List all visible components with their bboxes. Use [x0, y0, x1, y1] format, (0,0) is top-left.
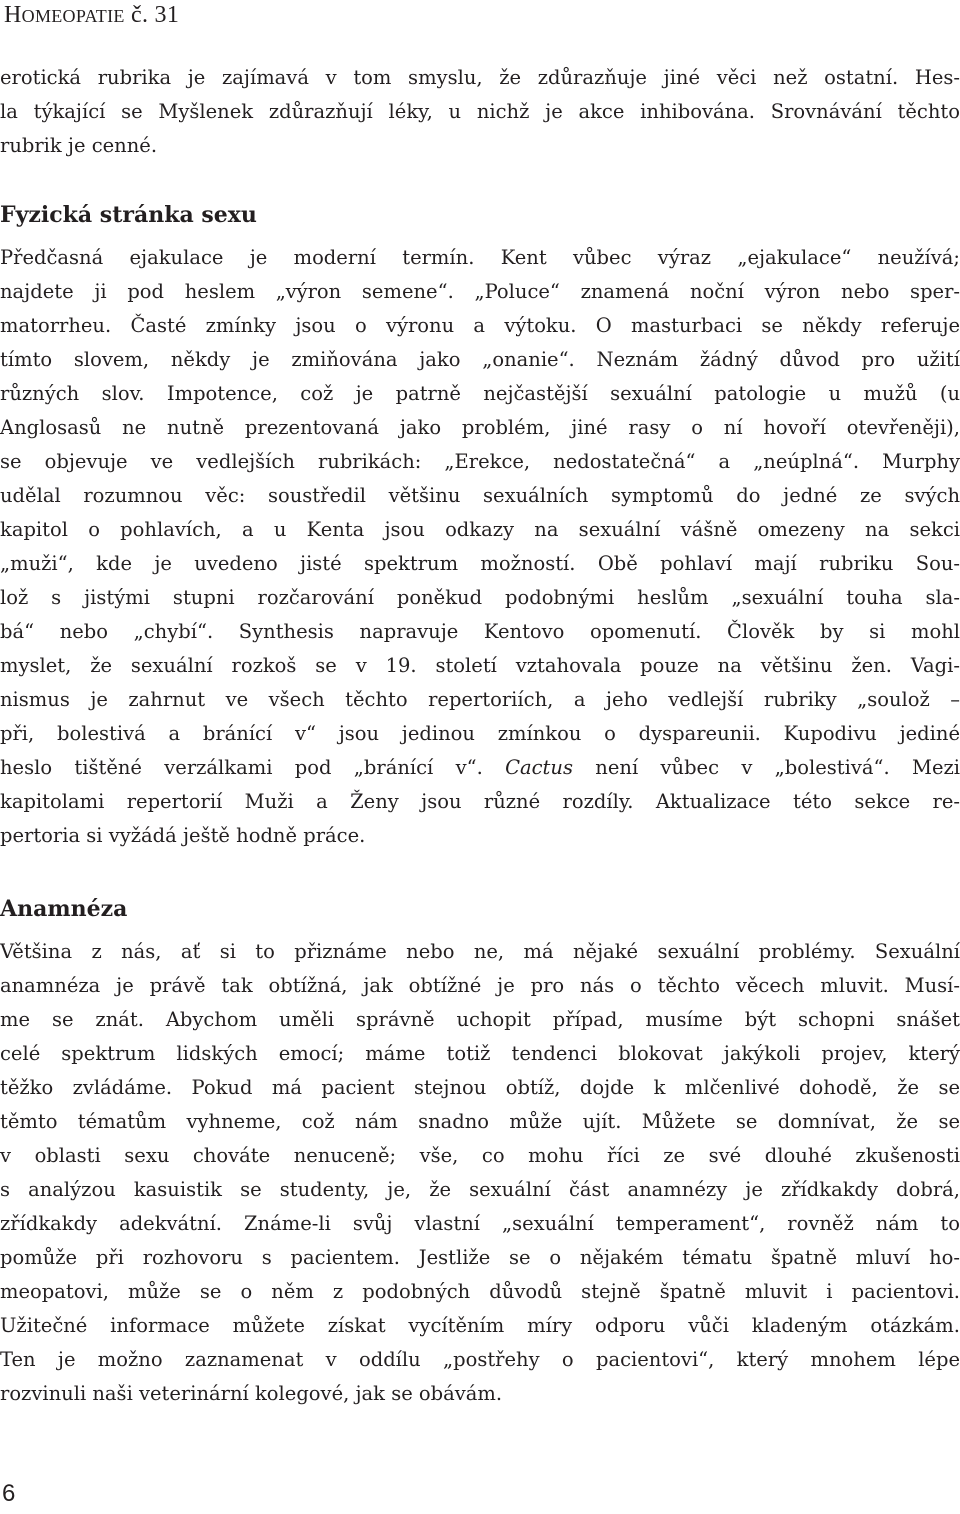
body-line: anamnéza je právě tak obtížná, jak obtížné je pro nás o těchto věcech mluvit. Musí- — [0, 974, 960, 997]
body-line-cactus — [0, 752, 960, 784]
body-line: celé spektrum lidských emocí; máme totiž tendenci blokovat jakýkoli projev, který — [0, 1042, 960, 1065]
body-line: v oblasti sexu chováte nenuceně; vše, co mohu říci ze své dlouhé zkušenosti — [0, 1144, 960, 1167]
body-line: pomůže při rozhovoru s pacientem. Jestliže se o nějakém tématu špatně mluví ho- — [0, 1246, 960, 1269]
running-title-initial: H — [4, 2, 22, 28]
intro-line: la týkající se Myšlenek zdůrazňují léky, u nichž je akce inhibována. Srovnávání těchto — [0, 100, 960, 123]
body-line: se objevuje ve vedlejších rubrikách: „Erekce, nedostatečná“ a „neúplná“. Murphy — [0, 450, 960, 473]
body-line: těžko zvládáme. Pokud má pacient stejnou obtíž, dojde k mlčenlivé dohodě, že se — [0, 1076, 960, 1099]
body-line: najdete ji pod heslem „výron semene“. „Poluce“ znamená noční výron nebo sper- — [0, 280, 960, 303]
cactus-italic: Cactus — [505, 756, 573, 779]
body-line: lož s jistými stupni rozčarování poněkud podobnými heslům „sexuální touha sla- — [0, 586, 960, 609]
body-line: při, bolestivá a bránící v“ jsou jedinou zmínkou o dyspareunii. Kupodivu jediné — [0, 722, 960, 745]
body-line: těmto tématům vyhneme, což nám snadno může ujít. Můžete se domnívat, že se — [0, 1110, 960, 1133]
issue-number: č. 31 — [124, 2, 180, 28]
intro-line: erotická rubrika je zajímavá v tom smyslu, že zdůrazňuje jiné věci než ostatní. Hes- — [0, 66, 960, 89]
cactus-line-before: heslo tištěné verzálkami pod „bránící v“. — [0, 756, 506, 779]
cactus-line-after: není vůbec v „bolestivá“. Mezi — [572, 756, 960, 779]
body-line: různých slov. Impotence, což je patrně nejčastější sexuální patologie u mužů (u — [0, 382, 960, 405]
body-line: meopatovi, může se o něm z podobných důvodů stejně špatně mluvit i pacientovi. — [0, 1280, 960, 1303]
body-line: Anglosasů ne nutně prezentovaná jako problém, jiné rasy o ní hovoří otevřeněji), — [0, 416, 960, 439]
page-number: 6 — [2, 1480, 16, 1507]
body-line: pertoria si vyžádá ještě hodně práce. — [0, 824, 366, 847]
body-line: udělal rozumnou věc: soustředil většinu sexuálních symptomů do jedné ze svých — [0, 484, 960, 507]
body-line: zřídkakdy adekvátní. Známe-li svůj vlastní „sexuální temperament“, rovněž nám to — [0, 1212, 960, 1235]
section-heading-physical: Fyzická stránka sexu — [0, 202, 257, 228]
body-line: Předčasná ejakulace je moderní termín. Kent vůbec výraz „ejakulace“ neužívá; — [0, 246, 960, 269]
body-line: rozvinuli naši veterinární kolegové, jak se obávám. — [0, 1382, 503, 1405]
body-line: Většina z nás, ať si to přiznáme nebo ne, má nějaké sexuální problémy. Sexuální — [0, 940, 960, 963]
body-line: s analýzou kasuistik se studenty, je, že sexuální část anamnézy je zřídkakdy dobrá, — [0, 1178, 960, 1201]
section-heading-anamnesis: Anamnéza — [0, 896, 128, 922]
running-head — [4, 2, 179, 29]
running-title-rest: OMEOPATIE — [21, 6, 125, 26]
body-line: „muži“, kde je uvedeno jisté spektrum možností. Obě pohlaví mají rubriku Sou- — [0, 552, 960, 575]
body-line: me se znát. Abychom uměli správně uchopit případ, musíme být schopni snášet — [0, 1008, 960, 1031]
body-line: kapitol o pohlavích, a u Kenta jsou odkazy na sexuální vášně omezeny na sekci — [0, 518, 960, 541]
intro-line: rubrik je cenné. — [0, 134, 158, 157]
body-line: Užitečné informace můžete získat vycítěním míry odporu vůči kladeným otázkám. — [0, 1314, 960, 1337]
body-line: Ten je možno zaznamenat v oddílu „postřehy o pacientovi“, který mnohem lépe — [0, 1348, 960, 1371]
body-line: matorrheu. Časté zmínky jsou o výronu a výtoku. O masturbaci se někdy referuje — [0, 314, 960, 337]
body-line: bá“ nebo „chybí“. Synthesis napravuje Kentovo opomenutí. Člověk by si mohl — [0, 620, 960, 643]
body-line: tímto slovem, někdy je zmiňována jako „onanie“. Neznám žádný důvod pro užití — [0, 348, 960, 371]
body-line: kapitolami repertorií Muži a Ženy jsou různé rozdíly. Aktualizace této sekce re- — [0, 790, 960, 813]
body-line: myslet, že sexuální rozkoš se v 19. století vztahovala pouze na většinu žen. Vagi- — [0, 654, 960, 677]
body-line: nismus je zahrnut ve všech těchto repertoriích, a jeho vedlejší rubriky „soulož – — [0, 688, 960, 711]
